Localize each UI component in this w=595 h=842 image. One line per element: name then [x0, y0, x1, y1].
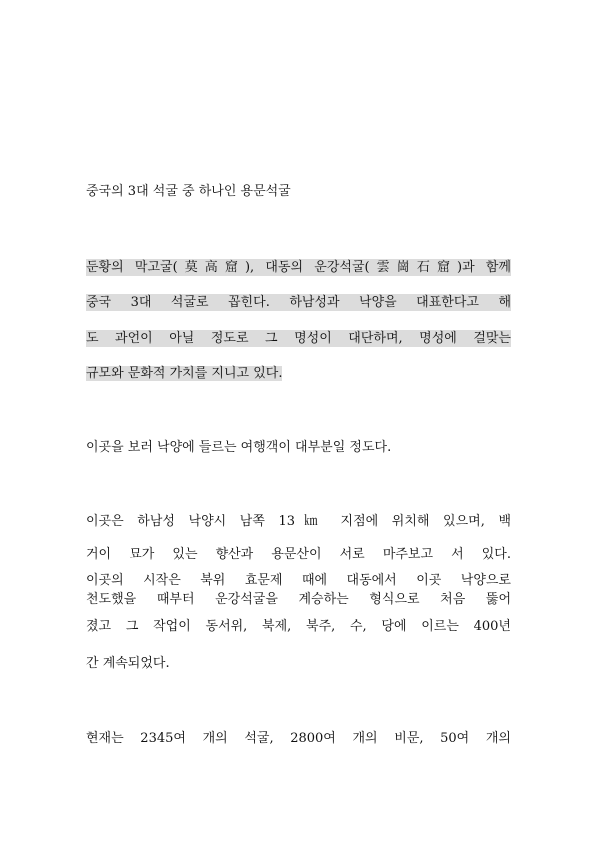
paragraph-3-line-4: 천도했을 때부터 운강석굴을 계승하는 형식으로 처음 뚫어: [86, 592, 511, 607]
paragraph-3-line-5: 졌고 그 작업이 동서위, 북제, 북주, 수, 당에 이르는 400년: [86, 619, 511, 634]
heading: 중국의 3대 석굴 중 하나인 용문석굴: [86, 184, 291, 199]
paragraph-2: 이곳을 보러 낙양에 들르는 여행객이 대부분일 정도다.: [86, 440, 392, 455]
paragraph-1-line-3: 도 과언이 아닐 정도로 그 명성이 대단하며, 명성에 걸맞는: [86, 331, 511, 346]
paragraph-1-line-4: [86, 365, 282, 382]
paragraph-3-line-3: 이곳의 시작은 북위 효문제 때에 대동에서 이곳 낙양으로: [86, 573, 511, 588]
paragraph-4-line-1: 현재는 2345여 개의 석굴, 2800여 개의 비문, 50여 개의: [86, 731, 511, 746]
paragraph-3-line-2: 거이 묘가 있는 향산과 용문산이 서로 마주보고 서 있다.: [86, 547, 511, 562]
paragraph-1-line-4-text: 규모와 문화적 가치를 지니고 있다.: [86, 366, 283, 381]
paragraph-1-line-2: 중국 3대 석굴로 꼽힌다. 하남성과 낙양을 대표한다고 해: [86, 295, 511, 310]
paragraph-3-line-6: 간 계속되었다.: [86, 656, 170, 671]
paragraph-3-line-1: 이곳은 하남성 낙양시 남쪽 13㎞ 지점에 위치해 있으며, 백: [86, 514, 511, 529]
paragraph-1-line-1: 둔황의 막고굴(莫高窟), 대동의 운강석굴(雲崗石窟)과 함께: [86, 260, 511, 275]
